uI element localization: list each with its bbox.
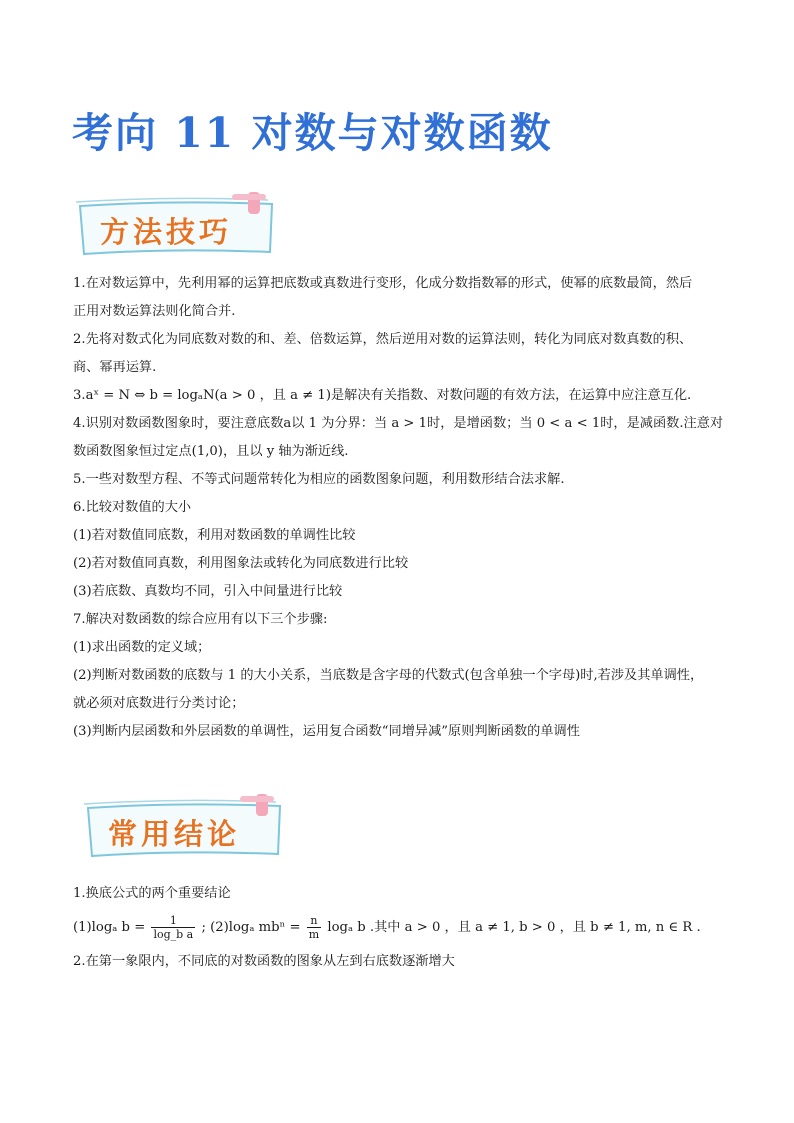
text-line: (1)若对数值同底数，利用对数函数的单调性比较 (73, 528, 356, 543)
text-line: (3)若底数、真数均不同，引入中间量进行比较 (73, 584, 343, 599)
text-line: 7.解决对数函数的综合应用有以下三个步骤: (73, 612, 328, 627)
text-line: 正用对数运算法则化简合并. (73, 304, 236, 319)
formula-part: logₐ b .其中 a > 0 ，且 a ≠ 1, b > 0 ，且 b ≠ 1, m, n ∈ R . (327, 920, 701, 935)
text-line: 4.识别对数函数图象时，要注意底数a以 1 为分界：当 a > 1时，是增函数；当 0 < a < 1时，是减函数.注意对 (73, 416, 724, 431)
conclusions-banner-label: 常用结论 (108, 817, 241, 851)
text-line: 就必须对底数进行分类讨论； (73, 696, 245, 711)
text-line: 1.换底公式的两个重要结论 (73, 886, 231, 901)
text-line: (3)判断内层函数和外层函数的单调性，运用复合函数“同增异减”原则判断函数的单调性 (73, 724, 580, 739)
methods-banner (72, 190, 277, 260)
text-line: 5.一些对数型方程、不等式问题常转化为相应的函数图象问题，利用数形结合法求解. (73, 472, 565, 487)
text-line: 1.在对数运算中，先利用幂的运算把底数或真数进行变形，化成分数指数幂的形式，使幂的底数最简，然后 (73, 276, 693, 291)
methods-content (73, 270, 728, 746)
text-line: 数函数图象恒过定点(1,0)，且以 y 轴为渐近线. (73, 444, 349, 459)
fraction (151, 914, 195, 941)
conclusions-content (73, 880, 728, 976)
page-title: 考向 11 对数与对数函数 (72, 109, 553, 157)
formula-part: ; (2)logₐ mbⁿ = (201, 920, 301, 935)
text-line: 商、幂再运算. (73, 360, 157, 375)
text-line: 3.aˣ = N ⇔ b = logₐN(a > 0 ，且 a ≠ 1)是解决有关指数、对数问题的有效方法，在运算中应注意互化. (73, 388, 692, 403)
formula-line (73, 908, 728, 948)
text-line: 2.先将对数式化为同底数对数的和、差、倍数运算，然后逆用对数的运算法则，转化为同底对数真数的积、 (73, 332, 693, 347)
fraction-numerator: n (307, 914, 321, 928)
text-line: (1)求出函数的定义域； (73, 640, 211, 655)
text-line: (2)若对数值同真数，利用图象法或转化为同底数进行比较 (73, 556, 409, 571)
text-line: (2)判断对数函数的底数与 1 的大小关系，当底数是含字母的代数式(包含单独一个字母)时,若涉及其单调性， (73, 668, 704, 683)
fraction-numerator: 1 (151, 914, 195, 928)
fraction (307, 914, 321, 941)
text-line: 2.在第一象限内，不同底的对数函数的图象从左到右底数逐渐增大 (73, 954, 455, 969)
conclusions-banner (80, 792, 285, 862)
methods-banner-label: 方法技巧 (100, 215, 233, 249)
text-line: 6.比较对数值的大小 (73, 500, 192, 515)
formula-part: (1)logₐ b = (73, 920, 146, 935)
fraction-denominator: m (308, 928, 320, 941)
fraction-denominator: log_b a (153, 928, 194, 941)
